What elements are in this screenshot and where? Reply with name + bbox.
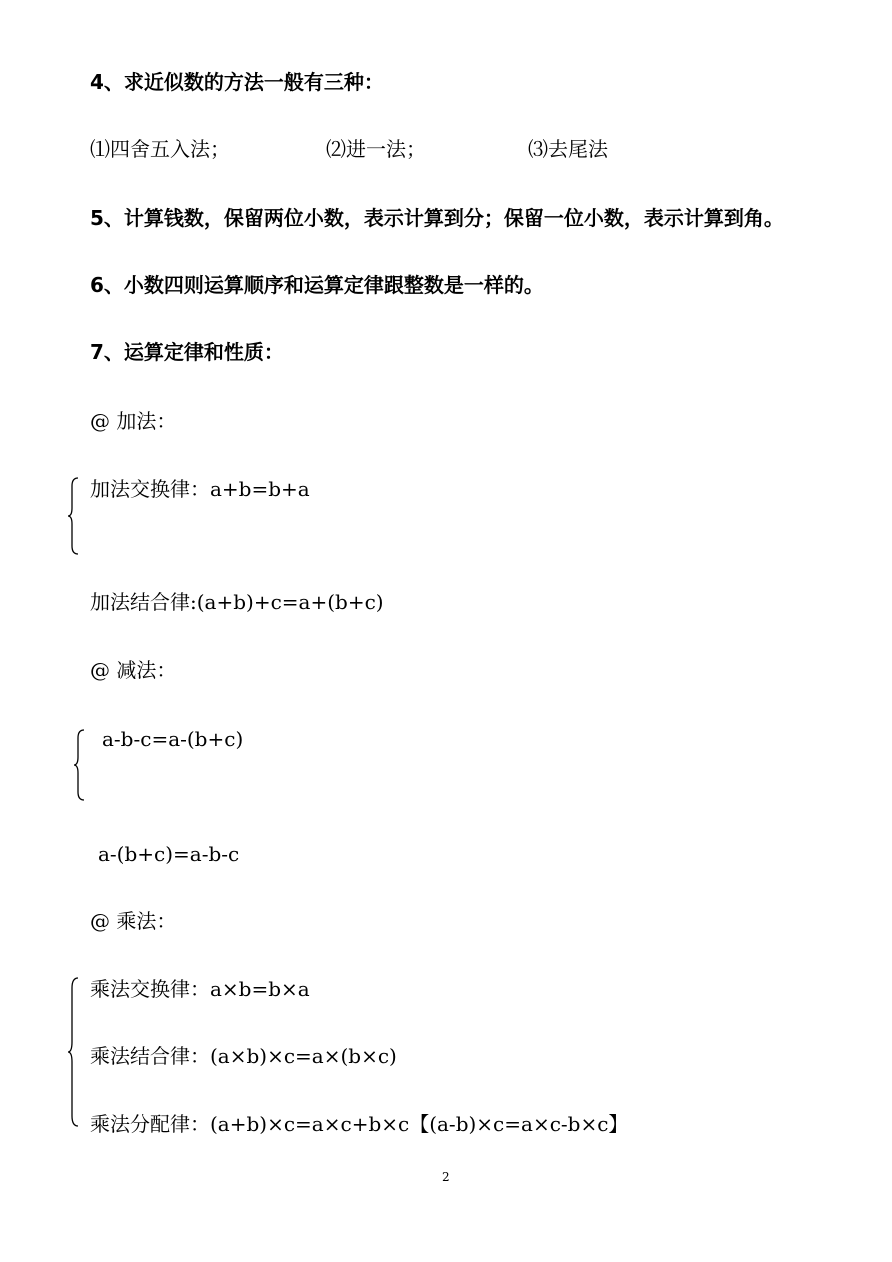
multiplication-heading: @ 乘法： xyxy=(90,909,177,933)
multiplication-distributive-law: 乘法分配律：(a+b)×c=a×c+b×c【(a-b)×c=a×c-b×c】 xyxy=(90,1112,629,1136)
multiplication-commutative-law: 乘法交换律：a×b=b×a xyxy=(90,977,310,1001)
subtraction-brace-icon xyxy=(72,728,88,802)
multiplication-associative-law: 乘法结合律：(a×b)×c=a×(b×c) xyxy=(90,1044,397,1068)
item-7-heading: 7、运算定律和性质： xyxy=(90,340,284,364)
method-rounding: ⑴四舍五入法； xyxy=(90,137,230,161)
addition-commutative-law: 加法交换律：a+b=b+a xyxy=(90,477,310,501)
multiplication-brace-icon xyxy=(66,976,82,1128)
item-5-text: 5、计算钱数，保留两位小数，表示计算到分；保留一位小数，表示计算到角。 xyxy=(90,206,784,230)
item-6-text: 6、小数四则运算顺序和运算定律跟整数是一样的。 xyxy=(90,273,544,297)
page-number: 2 xyxy=(442,1170,450,1184)
method-round-up: ⑵进一法； xyxy=(326,137,426,161)
method-truncate: ⑶去尾法 xyxy=(528,137,608,161)
addition-brace-icon xyxy=(66,476,82,556)
subtraction-rule-1: a-b-c=a-(b+c) xyxy=(102,727,244,751)
subtraction-rule-2: a-(b+c)=a-b-c xyxy=(98,842,240,866)
subtraction-heading: @ 减法： xyxy=(90,658,177,682)
item-4-heading: 4、求近似数的方法一般有三种： xyxy=(90,70,384,94)
addition-associative-law: 加法结合律:(a+b)+c=a+(b+c) xyxy=(90,590,384,614)
addition-heading: @ 加法： xyxy=(90,409,177,433)
